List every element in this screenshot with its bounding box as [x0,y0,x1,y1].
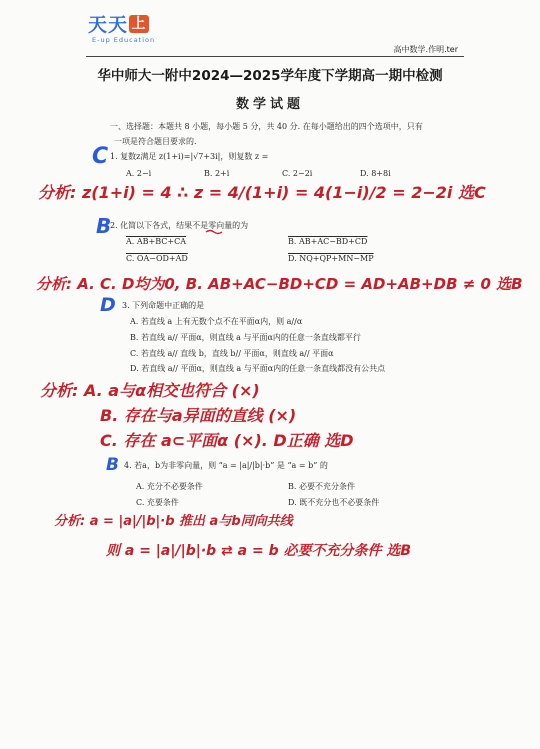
q2-stem: 2. 化简以下各式，结果不是零向量的为 [110,221,249,230]
q2-option-a: A. AB+BC+CA [126,237,186,246]
q2-option-c: C. OA−OD+AD [126,254,188,263]
q3-analysis-1: 分析: A. a与α相交也符合 (×) [40,381,260,400]
q3-analysis-3: C. 存在 a⊂平面α (×). D正确 选D [100,431,354,450]
logo-text: 天天 [88,14,129,36]
q2-option-d: D. NQ+QP+MN−MP [288,254,374,263]
exam-title: 华中师大一附中2024—2025学年度下学期高一期中检测 [97,68,443,84]
q3-option-d: D. 若直线 a// 平面α，则直线 a 与平面α内的任意一条直线都没有公共点 [130,364,386,373]
answer-mark-q3: D [100,294,116,316]
q1-stem: 1. 复数z满足 z(1+i)=|√7+3i|，则复数 z = [110,152,269,161]
q3-stem: 3. 下列命题中正确的是 [122,301,205,310]
answer-mark-q4: B [106,455,119,475]
watermark: ​ [287,304,313,336]
underline-q2-not [206,231,222,234]
answer-mark-q1: C [92,144,109,169]
q1-option-b: B. 2+i [204,169,230,178]
q3-option-c: C. 若直线 a// 直线 b，直线 b// 平面α，则直线 a// 平面α [130,349,334,358]
section-intro-2: 一项是符合题目要求的. [114,137,197,146]
q2-option-b: B. AB+AC−BD+CD [288,237,368,246]
q4-option-a: A. 充分不必要条件 [136,482,203,491]
header-tag: 高中数学.作明.ter [393,45,458,54]
q1-analysis: 分析: z(1+i) = 4 ∴ z = 4/(1+i) = 4(1−i)/2 = 2−2i 选C [38,183,486,202]
answer-mark-q2: B [96,214,112,238]
section-intro-1: 一、选择题：本题共 8 小题，每小题 5 分，共 40 分. 在每小题给出的四个选项中，只有 [110,122,423,131]
q3-option-a: A. 若直线 a 上有无数个点不在平面α内，则 a//α [130,317,303,326]
q4-option-b: B. 必要不充分条件 [288,482,355,491]
q4-stem: 4. 若a，b为非零向量，则 “a = |a|/|b|·b” 是 “a = b” 的 [124,461,328,470]
q4-analysis-1: 分析: a = |a|/|b|·b 推出 a与b同向共线 [54,514,293,529]
q4-analysis-2: 则 a = |a|/|b|·b ⇄ a = b 必要不充分条件 选B [106,543,412,559]
q3-option-b: B. 若直线 a// 平面α，则直线 a 与平面α内的任意一条直线都平行 [130,333,361,342]
q4-option-d: D. 既不充分也不必要条件 [288,498,380,507]
q4-option-c: C. 充要条件 [136,498,179,507]
exam-subtitle: 数学试题 [235,97,304,112]
logo-box: 上 [129,15,149,33]
q1-option-c: C. 2−2i [282,169,313,178]
q1-option-a: A. 2−i [126,169,152,178]
q2-analysis: 分析: A. C. D均为0, B. AB+AC−BD+CD = AD+AB+DB ≠ 0 选B [36,275,523,293]
logo-subtitle: E-up Education [92,36,156,44]
q1-option-d: D. 8+8i [360,169,391,178]
q3-analysis-2: B. 存在与a异面的直线 (×) [100,406,297,425]
